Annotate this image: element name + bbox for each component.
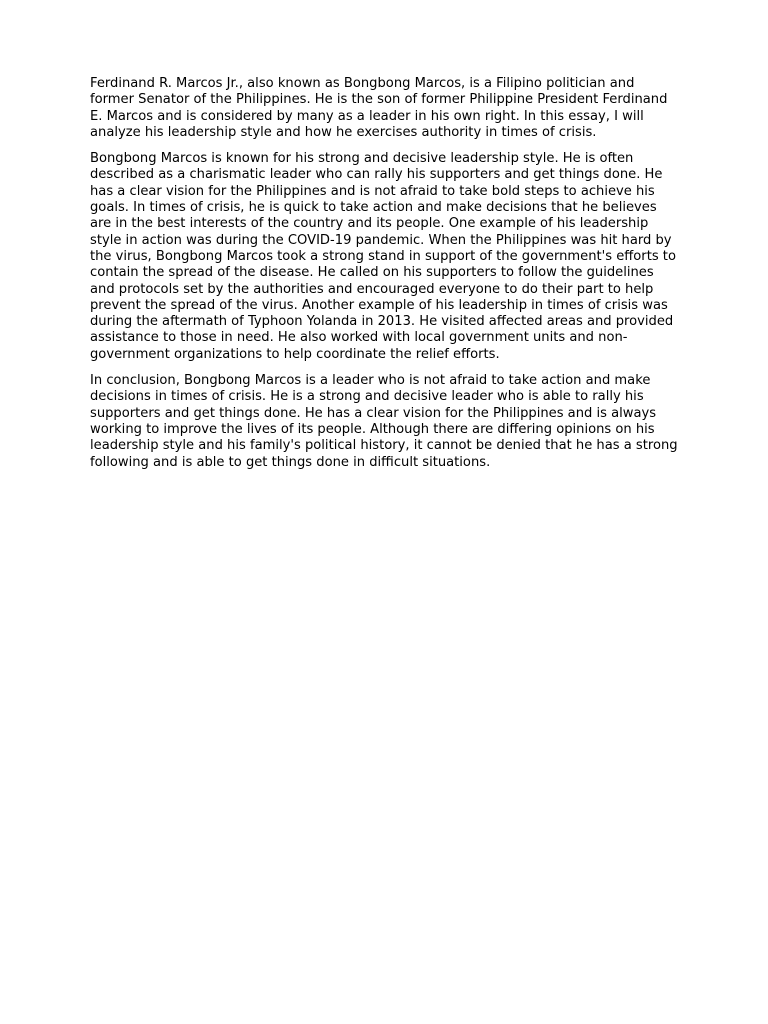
paragraph-introduction: Ferdinand R. Marcos Jr., also known as Bongbong Marcos, is a Filipino politician and former Senator of the Philippines. He is the son of former Philippine President Ferdinand E. Marcos and is considered by many as a leader in his own right. In this essay, I will analyze his leadership style and how he exercises authority in times of crisis. bbox=[90, 76, 668, 140]
paragraph-conclusion: In conclusion, Bongbong Marcos is a leader who is not afraid to take action and make decisions in times of crisis. He is a strong and decisive leader who is able to rally his supporters and get things done. He has a clear vision for the Philippines and is always working to improve the lives of its people. Although there are differing opinions on his leadership style and his family's political history, it cannot be denied that he has a strong following and is able to get things done in difficult situations. bbox=[90, 373, 678, 470]
essay-body bbox=[90, 76, 682, 481]
paragraph-body: Bongbong Marcos is known for his strong and decisive leadership style. He is often described as a charismatic leader who can rally his supporters and get things done. He has a clear vision for the Philippines and is not afraid to take bold steps to achieve his goals. In times of crisis, he is quick to take action and make decisions that he believes are in the best interests of the country and its people. One example of his leadership style in action was during the COVID-19 pandemic. When the Philippines was hit hard by the virus, Bongbong Marcos took a strong stand in support of the government's efforts to contain the spread of the disease. He called on his supporters to follow the guidelines and protocols set by the authorities and encouraged everyone to do their part to help prevent the spread of the virus. Another example of his leadership in times of crisis was during the aftermath of Typhoon Yolanda in 2013. He visited affected areas and provided assistance to those in need. He also worked with local government units and non-government organizations to help coordinate the relief efforts. bbox=[90, 151, 676, 362]
